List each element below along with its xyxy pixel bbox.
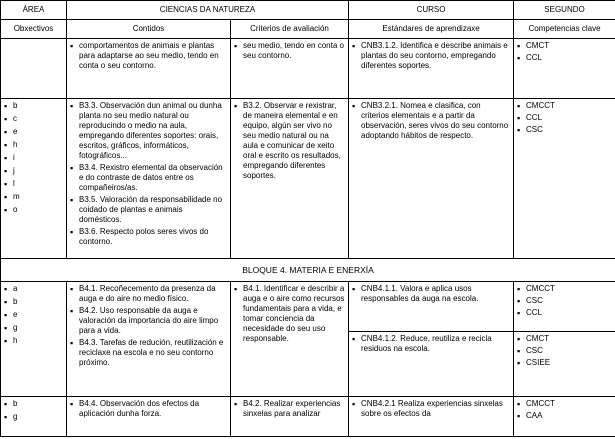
standards-cell	[349, 39, 514, 99]
content-item: ▪ B3.3. Observación dun animal ou dunha planta no seu medio natural ou reproducindo o medio na aula, empregando diferentes soportes: orais, escritos, gráficos, informáticos, fotográficos...	[70, 101, 227, 161]
objective-item: ▪ h	[4, 336, 63, 346]
objectives-cell	[1, 397, 67, 437]
content-list	[70, 284, 227, 368]
objective-item: ▪ e	[4, 310, 63, 320]
content-item: ▪ B3.6. Respecto polos seres vivos do contorno.	[70, 227, 227, 247]
objective-item: ▪ o	[4, 205, 63, 215]
competences-cell	[514, 332, 615, 397]
curso-header: CURSO	[349, 1, 514, 20]
content-list	[70, 399, 227, 419]
content-item: ▪ B4.1. Recoñecemento da presenza da auga e do aire no medio físico.	[70, 284, 227, 304]
objective-item: ▪ h	[4, 140, 63, 150]
objective-list	[4, 399, 63, 422]
content-list	[70, 101, 227, 247]
competence-item: ▪ CSC	[517, 346, 612, 356]
header-row	[1, 1, 615, 20]
criteria-header: Criterios de avaliación	[231, 20, 349, 39]
content-item: ▪ B3.5. Valoración da responsabilidade no coidado de plantas e animais domésticos.	[70, 195, 227, 225]
objectives-cell	[1, 99, 67, 259]
competence-item: ▪ CSC	[517, 125, 612, 135]
objective-item: ▪ g	[4, 323, 63, 333]
competences-cell	[514, 39, 615, 99]
standards-cell	[349, 397, 514, 437]
table-row	[1, 99, 615, 259]
competence-list	[517, 41, 612, 63]
objective-item: ▪ g	[4, 412, 63, 422]
competences-header: Competencias clave	[514, 20, 615, 39]
contents-cell	[67, 99, 231, 259]
contents-cell	[67, 282, 231, 397]
competence-item: ▪ CCL	[517, 113, 612, 123]
objectives-cell	[1, 39, 67, 99]
standards-cell	[349, 282, 514, 332]
objective-item: ▪ b	[4, 101, 63, 111]
contents-header: Contidos	[67, 20, 231, 39]
subheader-row	[1, 20, 615, 39]
content-item: ▪ B3.4. Rexistro elemental da observación e do contraste de datos entre os compañeiros/as.	[70, 163, 227, 193]
competence-item: ▪ CCL	[517, 308, 612, 318]
standard-item: ▪ CNB4.2.1 Realiza experiencias sinxelas sobre os efectos da	[352, 399, 510, 419]
competence-list	[517, 399, 612, 421]
content-item: ▪ B4.2. Uso responsable da auga e valoración da importancia do aire limpo para a vida.	[70, 306, 227, 336]
bloque-title: BLOQUE 4. MATERIA E ENERXÍA	[1, 259, 615, 282]
standard-item: ▪ CNB3.2.1. Nomea e clasifica, con criterios elementais e a partir da observación, seres vivos do seu contorno adoptando hábitos de respecto.	[352, 101, 510, 141]
objective-item: ▪ b	[4, 297, 63, 307]
curso-value: SEGUNDO	[514, 1, 615, 20]
subject-header: CIENCIAS DA NATUREZA	[67, 1, 349, 20]
criteria-list	[234, 101, 345, 181]
contents-cell	[67, 397, 231, 437]
objective-item: ▪ i	[4, 153, 63, 163]
standards-cell	[349, 332, 514, 397]
competence-item: ▪ CMCCT	[517, 284, 612, 294]
area-header: ÁREA	[1, 1, 67, 20]
criteria-item: ▪ B4.2. Realizar experiencias sinxelas para analizar	[234, 399, 345, 419]
table-row	[1, 282, 615, 332]
standard-item: ▪ CNB3.1.2. Identifica e describe animais e plantas do seu contorno, empregando diferentes soportes.	[352, 41, 510, 71]
objective-item: ▪ e	[4, 127, 63, 137]
criteria-list	[234, 399, 345, 419]
objective-item: ▪ l	[4, 179, 63, 189]
criteria-cell	[231, 397, 349, 437]
standard-list	[352, 284, 510, 304]
competences-cell	[514, 282, 615, 332]
competence-item: ▪ CMCCT	[517, 101, 612, 111]
objective-item: ▪ m	[4, 192, 63, 202]
content-list	[70, 41, 227, 71]
criteria-cell	[231, 39, 349, 99]
objective-item: ▪ b	[4, 399, 63, 409]
criteria-item: ▪ B4.1. Identificar e describir a auga e o aire como recursos fundamentais para a vida, e tomar conciencia da necesidade do seu uso responsable.	[234, 284, 345, 344]
competences-cell	[514, 99, 615, 259]
objective-item: ▪ a	[4, 284, 63, 294]
content-item: ▪ B4.3. Tarefas de redución, reutilización e reciclaxe na escola e no seu contorno próximo.	[70, 338, 227, 368]
criteria-item: ▪ seu medio, tendo en conta o seu contorno.	[234, 41, 345, 61]
competence-item: ▪ CSIEE	[517, 358, 612, 368]
competence-item: ▪ CMCT	[517, 41, 612, 51]
criteria-cell	[231, 99, 349, 259]
competence-item: ▪ CMCT	[517, 334, 612, 344]
criteria-list	[234, 284, 345, 344]
criteria-cell	[231, 282, 349, 397]
competence-list	[517, 101, 612, 135]
table-row	[1, 39, 615, 99]
competence-item: ▪ CSC	[517, 296, 612, 306]
standard-list	[352, 399, 510, 419]
criteria-item: ▪ B3.2. Observar e rexistrar, de maneira elemental e en equipo, algún ser vivo no seu medio natural ou na aula e comunicar de xeito oral e escrito os resultados, empregando diferentes soportes.	[234, 101, 345, 181]
competence-item: ▪ CCL	[517, 53, 612, 63]
objectives-header: Obxectivos	[1, 20, 67, 39]
bloque-row	[1, 259, 615, 282]
competence-list	[517, 284, 612, 318]
competences-cell	[514, 397, 615, 437]
criteria-list	[234, 41, 345, 61]
standards-header: Estándares de aprendizaxe	[349, 20, 514, 39]
competence-list	[517, 334, 612, 368]
contents-cell	[67, 39, 231, 99]
content-item: ▪ comportamentos de animais e plantas para adaptarse ao seu medio, tendo en conta o seu contorno.	[70, 41, 227, 71]
standard-item: ▪ CNB4.1.1. Valora e aplica usos responsables da auga na escola.	[352, 284, 510, 304]
table-row	[1, 397, 615, 437]
objective-list	[4, 101, 63, 215]
standards-cell	[349, 99, 514, 259]
objective-item: ▪ c	[4, 114, 63, 124]
objectives-cell	[1, 282, 67, 397]
standard-item: ▪ CNB4.1.2. Reduce, reutiliza e recicla residuos na escola.	[352, 334, 510, 354]
standard-list	[352, 334, 510, 354]
competence-item: ▪ CMCCT	[517, 399, 612, 409]
objective-list	[4, 284, 63, 346]
standard-list	[352, 101, 510, 141]
standard-list	[352, 41, 510, 71]
competence-item: ▪ CAA	[517, 411, 612, 421]
objective-item: ▪ j	[4, 166, 63, 176]
content-item: ▪ B4.4. Observación dos efectos da aplicación dunha forza.	[70, 399, 227, 419]
